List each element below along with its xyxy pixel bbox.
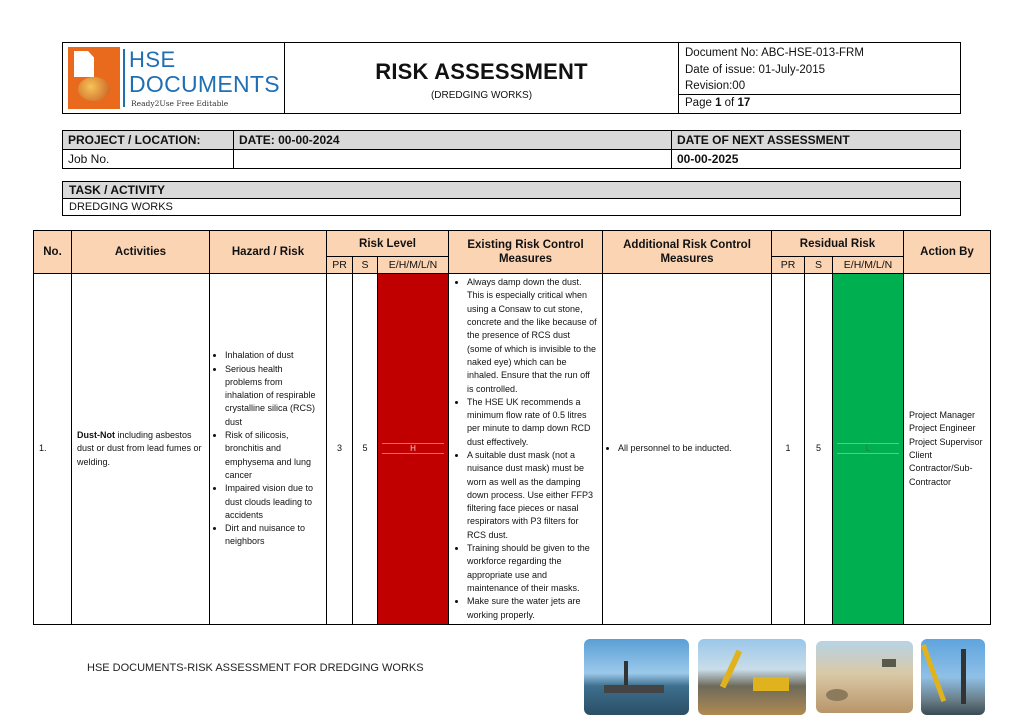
additional-item: • All personnel to be inducted. (618, 442, 766, 455)
hazard-cell (210, 274, 327, 625)
row-number: 1. (34, 274, 72, 625)
project-table (62, 130, 961, 169)
revision: Revision:00 (685, 80, 746, 92)
header-s: S (353, 257, 378, 274)
excavator-photo (698, 639, 806, 715)
existing-controls-cell (449, 274, 603, 625)
risk-level-high: H (378, 274, 449, 625)
header-hazard: Hazard / Risk (210, 231, 327, 274)
hazard-item: • Risk of silicosis, bronchitis and emphysema and lung cancer (225, 429, 321, 482)
next-assessment-label: DATE OF NEXT ASSESSMENT (672, 131, 961, 150)
action-by-cell: Project Manager Project Engineer Project Supervisor Client Contractor/Sub-Contractor (904, 274, 991, 625)
hazard-item: • Impaired vision due to dust clouds leading to accidents (225, 482, 321, 522)
document-number: Document No: ABC-HSE-013-FRM (685, 47, 864, 59)
logo-text-documents: DOCUMENTS (129, 71, 280, 97)
activity-cell: Dust-Not including asbestos dust or dust from lead fumes or welding. (72, 274, 210, 625)
control-item: • A suitable dust mask (not a nuisance dust mask) must be worn as well as the damping down process. Use either FFP3 filtering face pieces or nasal respirators with P3 filters for RCS dust. (467, 449, 597, 542)
task-label: TASK / ACTIVITY (63, 182, 961, 199)
header-existing-controls: Existing Risk Control Measures (449, 231, 603, 274)
task-value: DREDGING WORKS (63, 199, 961, 216)
residual-s: 5 (805, 274, 833, 625)
title-block (285, 43, 679, 113)
risk-s: 5 (353, 274, 378, 625)
additional-controls-cell (603, 274, 772, 625)
workers-photo (921, 639, 985, 715)
task-table (62, 181, 961, 216)
table-row (34, 274, 991, 625)
footer-text: HSE DOCUMENTS-RISK ASSESSMENT FOR DREDGING WORKS (87, 662, 424, 674)
next-assessment-date: 00-00-2025 (672, 150, 961, 169)
header-action-by: Action By (904, 231, 991, 274)
control-item: • Always damp down the dust. This is especially critical when using a Consaw to cut stone, concrete and the like because of the presence of RCS dust (some of which is invisible to the naked eye) which can be inhaled. Ensure that the run off is controlled. (467, 276, 597, 396)
control-item: • The HSE UK recommends a minimum flow rate of 0.5 litres per minute to damp down RCD dust effectively. (467, 396, 597, 449)
document-header (62, 42, 961, 114)
hazard-item: • Dirt and nuisance to neighbors (225, 522, 321, 549)
logo-text-hse: HSE (129, 47, 176, 72)
header-additional-controls: Additional Risk Control Measures (603, 231, 772, 274)
project-location-label: PROJECT / LOCATION: (63, 131, 234, 150)
control-item: • Training should be given to the workforce regarding the appropriate use and maintenance of their masks. (467, 542, 597, 595)
header-risk-level: Risk Level (327, 231, 449, 257)
page-subtitle: (DREDGING WORKS) (430, 90, 533, 101)
header-no: No. (34, 231, 72, 274)
header-pr: PR (327, 257, 353, 274)
hazard-item: • Serious health problems from inhalation of respirable crystalline silica (RCS) dust (225, 363, 321, 429)
hazard-item: • Inhalation of dust (225, 349, 321, 362)
residual-pr: 1 (772, 274, 805, 625)
date-of-issue: Date of issue: 01-July-2015 (685, 63, 825, 76)
job-number: Job No. (63, 150, 234, 169)
header-residual-ehmln: E/H/M/L/N (833, 257, 904, 274)
assessment-date: DATE: 00-00-2024 (234, 131, 672, 150)
header-activities: Activities (72, 231, 210, 274)
logo-tagline: Ready2Use Free Editable (131, 99, 229, 108)
header-ehmln: E/H/M/L/N (378, 257, 449, 274)
residual-level-low: L (833, 274, 904, 625)
hse-documents-logo (63, 43, 285, 113)
risk-table (33, 230, 991, 625)
document-globe-icon (68, 47, 120, 109)
control-item: • Make sure the water jets are working properly. (467, 595, 597, 622)
header-residual-pr: PR (772, 257, 805, 274)
page-title: RISK ASSESSMENT (375, 59, 588, 84)
document-info (679, 43, 960, 113)
header-residual-s: S (805, 257, 833, 274)
page-indicator: Page 1 of 17 (679, 94, 960, 113)
dredger-photo-1 (584, 639, 689, 715)
sand-dredging-photo (816, 641, 913, 713)
header-residual-risk: Residual Risk (772, 231, 904, 257)
risk-pr: 3 (327, 274, 353, 625)
